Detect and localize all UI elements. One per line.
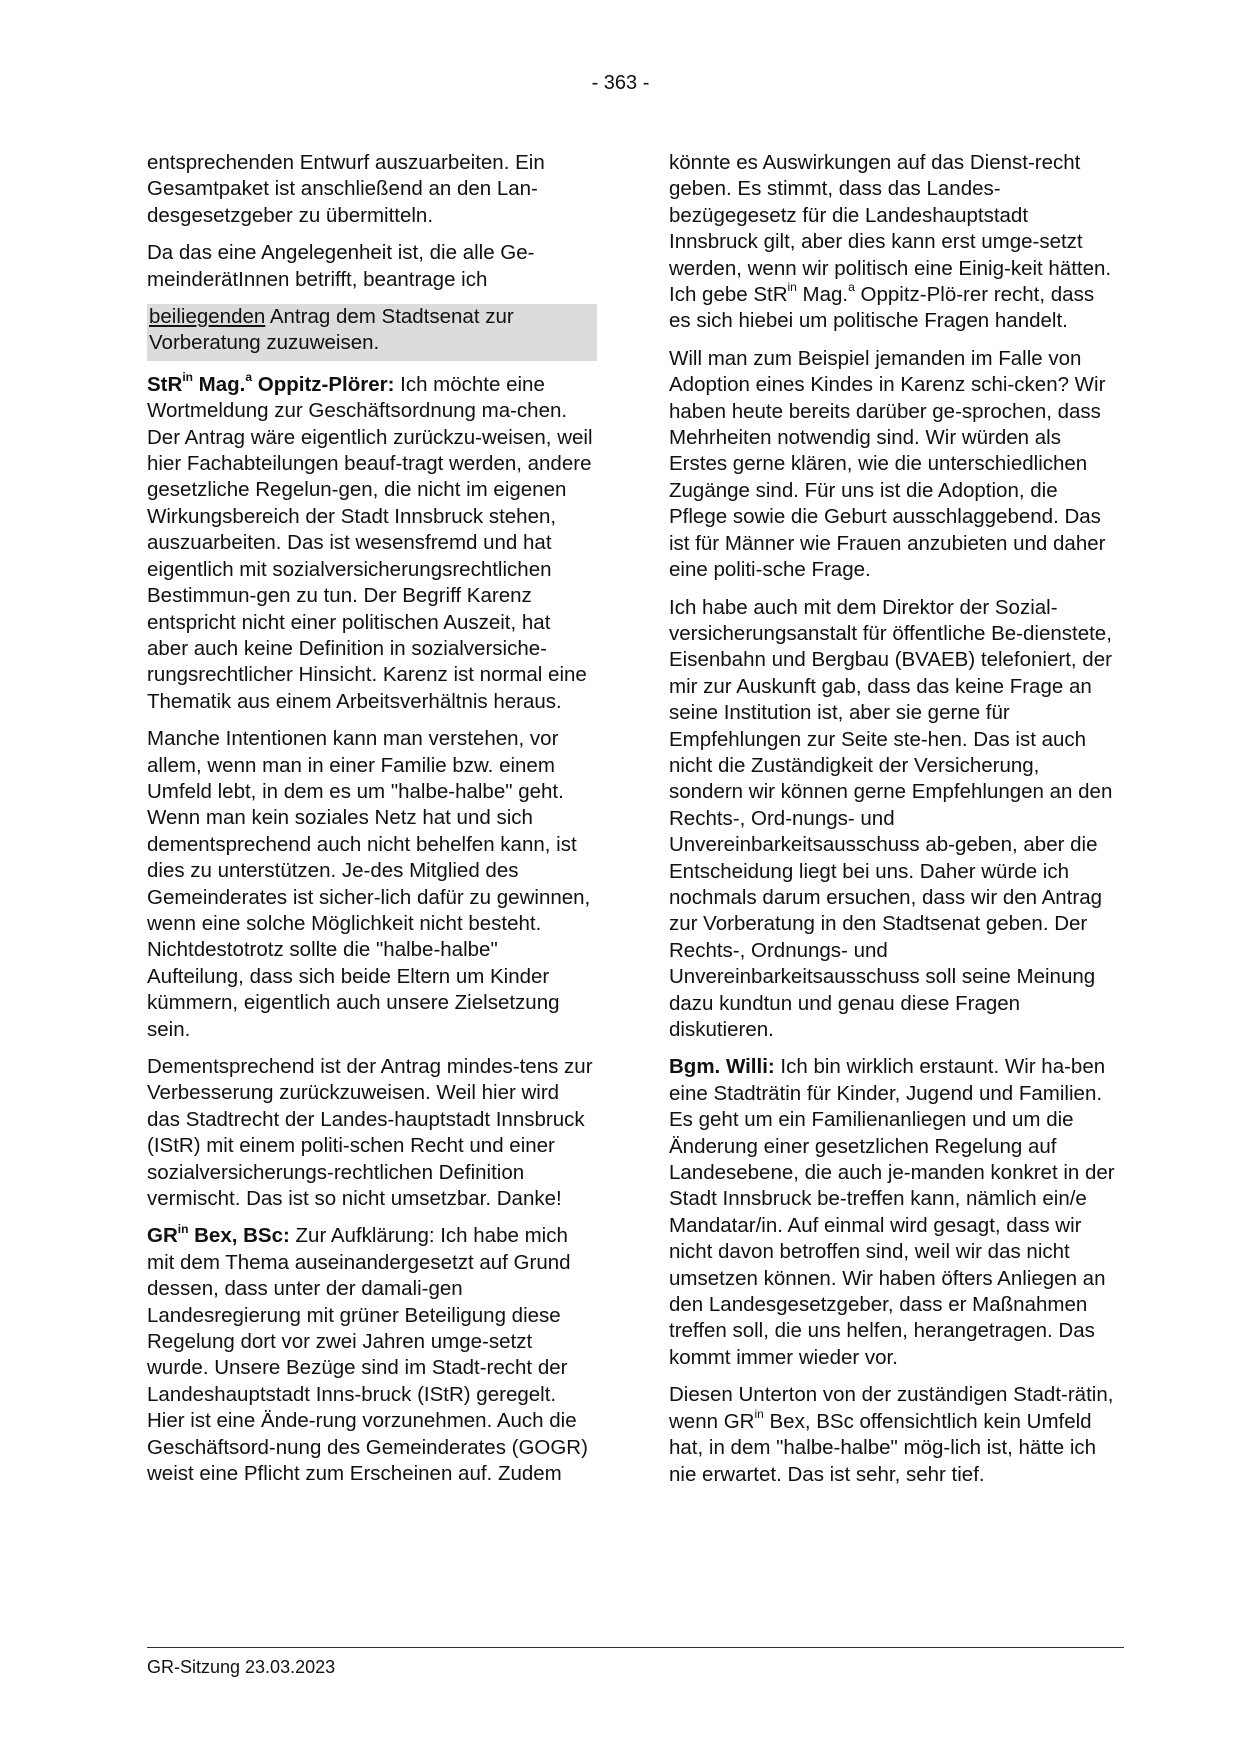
paragraph: Manche Intentionen kann man verstehen, vor allem, wenn man in einer Familie bzw. einem Umfeld lebt, in dem es um "halbe-halbe" geht. Wenn man kein soziales Netz hat und sich dementsprechend auch nicht behelfen kann, ist dies zu unterstützen. Je-des Mitglied des Gemeinderates ist sicher-lich dafür zu gewinnen, wenn eine solche Möglichkeit nicht besteht. Nichtdestotrotz sollte die "halbe-halbe" Aufteilung, dass sich beide Eltern um Kinder kümmern, eigentlich auch unsere Zielsetzung sein. <box>147 727 591 1041</box>
motion-highlight <box>147 304 597 361</box>
paragraph: Dementsprechend ist der Antrag mindes-tens zur Verbesserung zurückzuweisen. Weil hier wird das Stadtrecht der Landes-hauptstadt Innsbruck (IStR) mit einem politi-schen Recht und einer sozialversicherungs-rechtlichen Definition vermischt. Das ist so nicht umsetzbar. Danke! <box>147 1055 593 1211</box>
footer-divider <box>147 1647 1124 1648</box>
speech-oppitz-ploerer <box>147 372 597 715</box>
speech-text: Zur Aufklärung: Ich habe mich mit dem Thema auseinandergesetzt auf Grund dessen, dass unter der damali-gen Landesregierung mit grüner Beteiligung diese Regelung dort vor zwei Jahren umge-setzt wurde. Unsere Bezüge sind im Stadt-recht der Landeshauptstadt Inns-bruck (IStR) geregelt. Hier ist eine Ände-rung vorzunehmen. Auch die Geschäftsord-nung des Gemeinderates (GOGR) weist eine Pflicht zum Erscheinen auf. Zudem <box>147 1224 588 1486</box>
paragraph: entsprechenden Entwurf auszuarbeiten. Ein Gesamtpaket ist anschließend an den Lan-desgesetzgeber zu übermitteln. <box>147 151 545 227</box>
speaker-name: Bgm. Willi: <box>669 1055 775 1079</box>
speech-text: Ich möchte eine Wortmeldung zur Geschäftsordnung ma-chen. Der Antrag wäre eigentlich zurückzu-weisen, weil hier Fachabteilungen beauf-tragt werden, andere gesetzliche Regelun-gen, die nicht im eigenen Wirkungsbereich der Stadt Innsbruck stehen, auszuarbeiten. Das ist wesensfremd und hat eigentlich mit sozialversicherungsrechtlichen Bestimmun-gen zu tun. Der Begriff Karenz entspricht nicht einer politischen Auszeit, hat aber auch keine Definition in sozialversiche-rungsrechtlicher Hinsicht. Karenz ist normal eine Thematik aus einem Arbeitsverhältnis heraus. <box>147 372 593 713</box>
speaker-name: StR$^{in}$ Mag.$^a$ Oppitz-Plörer: <box>147 370 395 396</box>
speaker-name: $GR^{in}$ Bex, BSc: <box>147 1221 290 1248</box>
speech-text: Ich bin wirklich erstaunt. Wir ha-ben eine Stadträtin für Kinder, Jugend und Familien. Es geht um ein Familienanliegen und um die Änderung einer gesetzlichen Regelung auf Landesebene, die auch je-manden konkret in der Stadt Innsbruck be-treffen kann, nämlich ein/e Mandatar/in. Auf einmal wird gesagt, dass wir nicht davon betroffen sind, weil wir das nicht umsetzen können. Wir haben öfters Anliegen an den Landesgesetzgeber, dass er Maßnahmen treffen soll, die uns helfen, herangetragen. Das kommt immer wieder vor. <box>669 1055 1115 1369</box>
left-column <box>147 150 597 1499</box>
motion-underlined-word: beiliegenden <box>149 305 266 329</box>
footer-session-date: GR-Sitzung 23.03.2023 <box>147 1657 336 1677</box>
speech-willi <box>669 1054 1119 1371</box>
page-number: - 363 - <box>591 72 650 94</box>
paragraph: Ich habe auch mit dem Direktor der Sozial-versicherungsanstalt für öffentliche Be-dienstete, Eisenbahn und Bergbau (BVAEB) telefoniert, der mir zur Auskunft gab, dass das keine Frage an seine Institution ist, aber sie gerne für Empfehlungen zur Seite ste-hen. Das ist auch nicht die Zuständigkeit der Versicherung, sondern wir können gerne Empfehlungen an den Rechts-, Ord-nungs- und Unvereinbarkeitsausschuss ab-geben, aber die Entscheidung liegt bei uns. Daher würde ich nochmals darum ersuchen, dass wir den Antrag zur Vorberatung in den Stadtsenat geben. Der Rechts-, Ordnungs- und Unvereinbarkeitsausschuss soll seine Meinung dazu kundtun und genau diese Fragen diskutieren. <box>669 595 1113 1041</box>
right-column <box>669 150 1119 1499</box>
paragraph: könnte es Auswirkungen auf das Dienst-recht geben. Es stimmt, dass das Landes-bezügegesetz für die Landeshauptstadt Innsbruck gilt, aber dies kann erst umge-setzt werden, wenn wir politisch eine Einig-keit hätten. Ich gebe StR$^{in}$ Mag.$^a$ Oppitz-Plö-rer recht, dass es sich hiebei um politische Fragen handelt. <box>669 151 1112 333</box>
paragraph: Da das eine Angelegenheit ist, die alle Ge-meinderätInnen betrifft, beantrage ich <box>147 241 535 291</box>
speech-bex <box>147 1223 597 1487</box>
paragraph: Diesen Unterton von der zuständigen Stadt-rätin, wenn $GR^{in}$ Bex, BSc offensichtlich kein Umfeld hat, in dem "halbe-halbe" mög-lich ist, hätte ich nie erwartet. Das ist sehr, sehr tief. <box>669 1383 1114 1486</box>
motion-text: Antrag dem Stadtsenat zur Vorberatung zuzuweisen. <box>149 305 514 355</box>
paragraph: Will man zum Beispiel jemanden im Falle von Adoption eines Kindes in Karenz schi-cken? Wir haben heute bereits darüber ge-sprochen, dass Mehrheiten notwendig sind. Wir würden als Erstes gerne klären, wie die unterschiedlichen Zugänge sind. Für uns ist die Adoption, die Pflege sowie die Geburt ausschlaggebend. Das ist für Männer wie Frauen anzubieten und daher eine politi-sche Frage. <box>669 346 1106 582</box>
